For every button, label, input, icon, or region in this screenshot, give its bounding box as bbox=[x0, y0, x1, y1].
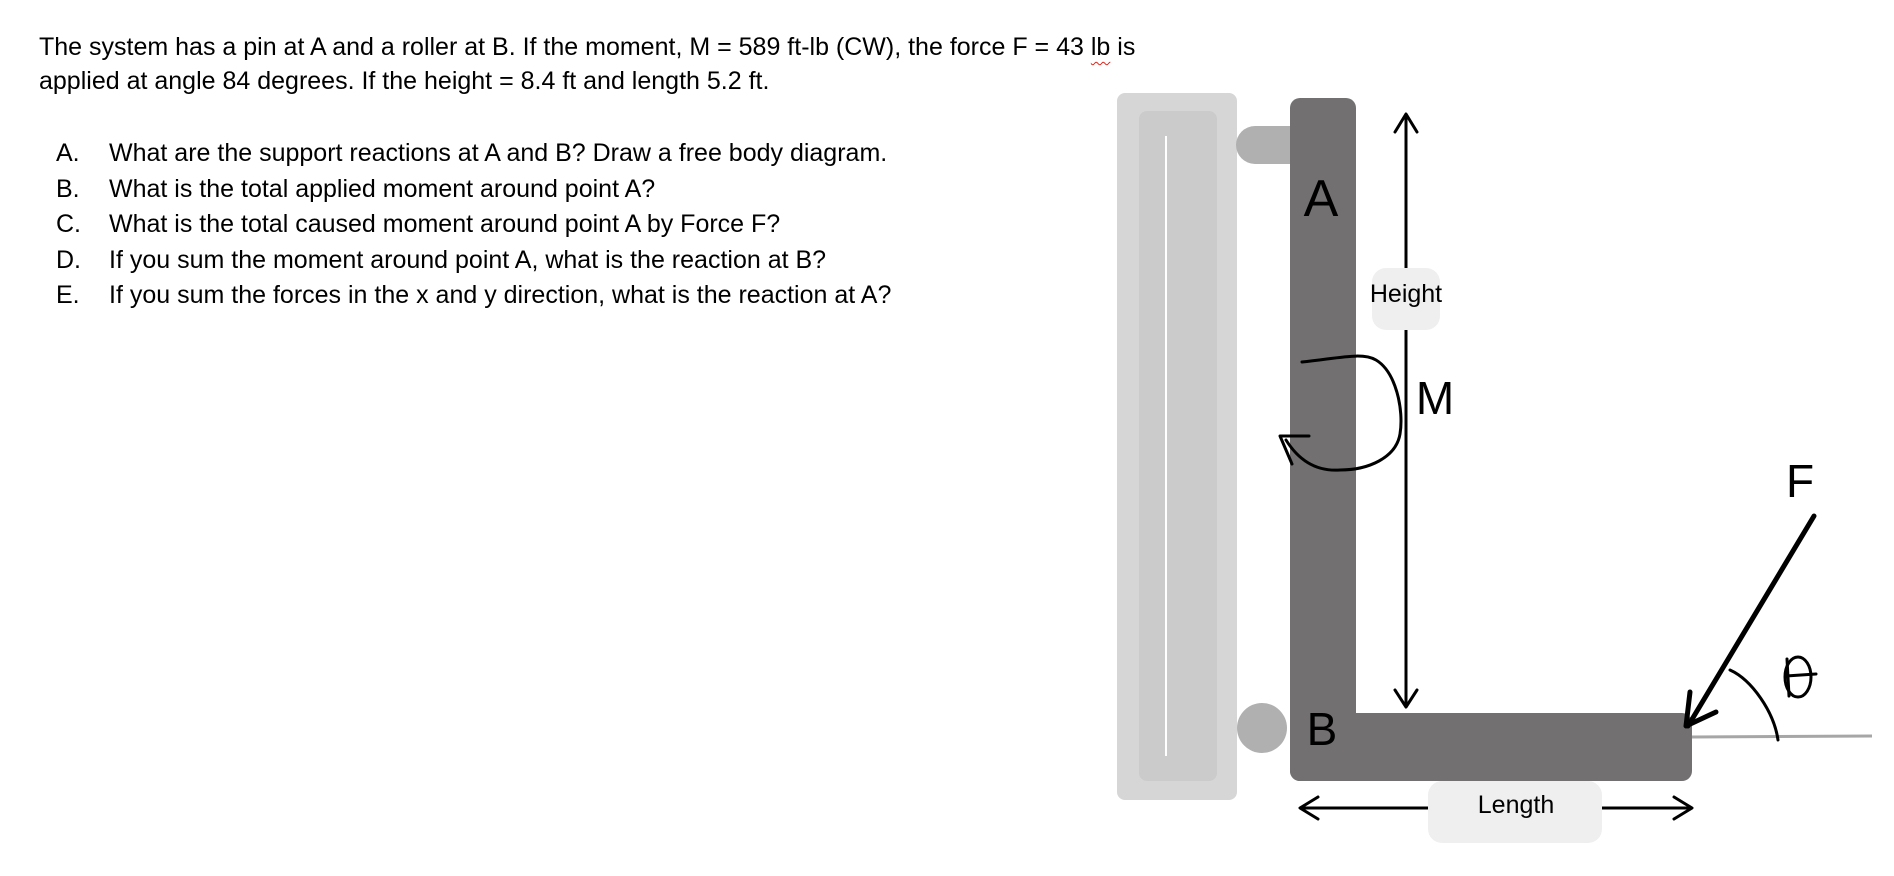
question-text: What is the total applied moment around point A? bbox=[109, 174, 656, 203]
question-letter: A. bbox=[56, 139, 80, 168]
moment-label: M bbox=[1415, 372, 1455, 424]
horizontal-beam bbox=[1290, 713, 1692, 781]
question-text: What are the support reactions at A and B? Draw a free body diagram. bbox=[109, 139, 888, 168]
angle-reference-line bbox=[1692, 736, 1872, 737]
length-label: Length bbox=[1477, 791, 1555, 819]
spellcheck-word: lb bbox=[1090, 33, 1111, 61]
question-letter: C. bbox=[56, 210, 81, 239]
question-letter: E. bbox=[56, 281, 80, 310]
wall-inner-panel bbox=[1139, 111, 1217, 781]
roller-support bbox=[1237, 703, 1287, 753]
problem-line-2: applied at angle 84 degrees. If the height = 8.4 ft and length 5.2 ft. bbox=[39, 67, 770, 95]
question-text: If you sum the moment around point A, what is the reaction at B? bbox=[109, 245, 827, 274]
question-text: What is the total caused moment around point A by Force F? bbox=[109, 210, 781, 239]
force-arrow bbox=[1688, 516, 1814, 726]
theta-symbol bbox=[1785, 657, 1816, 697]
question-letter: B. bbox=[56, 174, 80, 203]
problem-line-1-end: is bbox=[1110, 33, 1136, 61]
angle-arc bbox=[1730, 670, 1778, 740]
height-label: Height bbox=[1369, 280, 1443, 308]
force-label: F bbox=[1785, 455, 1815, 507]
label-b: B bbox=[1306, 703, 1338, 755]
question-text: If you sum the forces in the x and y direction, what is the reaction at A? bbox=[109, 281, 892, 310]
question-letter: D. bbox=[56, 245, 81, 274]
problem-line-1-text: The system has a pin at A and a roller at B. If the moment, M = 589 ft-lb (CW), the force F = 43 bbox=[39, 33, 1091, 61]
label-a: A bbox=[1303, 170, 1339, 228]
